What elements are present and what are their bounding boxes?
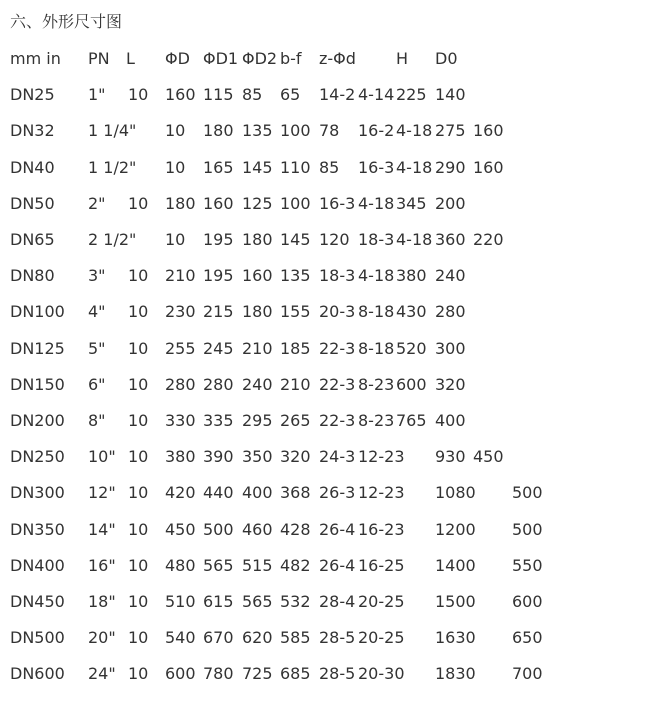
table-cell: 145 (280, 230, 311, 249)
table-cell: 1 1/2" (88, 157, 137, 177)
table-cell: 10 (128, 592, 149, 611)
table-cell: 450 (473, 447, 504, 467)
table-row (10, 373, 650, 397)
table-cell: 350 (242, 447, 273, 467)
table-cell: DN350 (10, 519, 65, 539)
table-cell: 335 (203, 411, 234, 430)
table-cell: 8-23 (358, 374, 395, 394)
table-cell: 1500 (435, 592, 476, 611)
table-cell: 100 (280, 121, 311, 141)
table-cell: 600 (165, 664, 196, 684)
table-cell: 550 (512, 555, 543, 575)
table-cell: 26-3 (319, 483, 356, 503)
table-cell: 180 (242, 230, 273, 249)
table-cell: D0 (435, 49, 458, 68)
table-row (10, 119, 650, 143)
table-cell: 140 (435, 85, 466, 105)
table-cell: 520 (396, 338, 427, 358)
table-cell: 585 (280, 628, 311, 648)
table-cell: 565 (242, 592, 273, 611)
table-cell: 380 (165, 447, 196, 467)
table-row (10, 156, 650, 180)
section-heading: 六、外形尺寸图 (10, 12, 123, 31)
table-cell: 3" (88, 266, 106, 286)
table-cell: 10 (128, 628, 149, 648)
table-cell: 780 (203, 664, 234, 684)
table-cell: 240 (242, 374, 273, 394)
table-cell: 210 (242, 338, 273, 358)
table-cell: 180 (203, 121, 234, 141)
table-row (10, 445, 650, 469)
table-cell: DN300 (10, 483, 65, 503)
table-cell: 4" (88, 302, 106, 322)
table-cell: 700 (512, 664, 543, 684)
table-cell: 532 (280, 592, 311, 611)
table-cell: 10 (128, 411, 149, 430)
table-cell: 8-23 (358, 411, 395, 430)
table-cell: mm in (10, 49, 61, 68)
table-cell: 10 (128, 85, 149, 105)
table-cell: 275 (435, 121, 466, 141)
table-cell: 160 (473, 121, 504, 141)
table-cell: 28-5 (319, 628, 356, 648)
table-cell: 26-4 (319, 519, 356, 539)
table-cell: 500 (512, 519, 543, 539)
table-cell: 265 (280, 411, 311, 430)
table-cell: 240 (435, 266, 466, 286)
table-cell: 10 (128, 519, 149, 539)
table-cell: 320 (280, 447, 311, 467)
table-cell: 210 (280, 374, 311, 394)
table-cell: 16" (88, 555, 116, 575)
table-cell: 420 (165, 483, 196, 503)
table-cell: 280 (435, 302, 466, 322)
table-cell: L (126, 49, 135, 68)
table-cell: 160 (165, 85, 196, 105)
table-row (10, 409, 650, 433)
table-cell: DN40 (10, 157, 55, 177)
table-cell: 24" (88, 664, 116, 684)
table-cell: 482 (280, 555, 311, 575)
table-cell: 165 (203, 157, 234, 177)
table-cell: 295 (242, 411, 273, 430)
table-cell: DN150 (10, 374, 65, 394)
table-cell: 18-3 (319, 266, 356, 286)
table-cell: 160 (203, 193, 234, 213)
table-cell: DN250 (10, 447, 65, 467)
table-cell: 1 1/4" (88, 121, 137, 141)
dimension-table (10, 0, 650, 701)
table-cell: 10 (165, 121, 186, 141)
table-cell: 255 (165, 338, 196, 358)
table-cell: 10 (128, 483, 149, 503)
table-cell: 14" (88, 519, 116, 539)
table-cell: 280 (165, 374, 196, 394)
table-cell: 360 (435, 230, 466, 249)
table-cell: 20-30 (358, 664, 405, 684)
table-cell: 1830 (435, 664, 476, 684)
table-cell: 10 (128, 447, 149, 467)
table-cell: 565 (203, 555, 234, 575)
table-cell: PN (88, 49, 110, 68)
table-cell: 280 (203, 374, 234, 394)
table-cell: 115 (203, 85, 234, 105)
table-cell: 180 (165, 193, 196, 213)
table-cell: 135 (242, 121, 273, 141)
table-row (10, 228, 650, 252)
table-cell: 330 (165, 411, 196, 430)
table-cell: 8-18 (358, 302, 395, 322)
table-cell: 440 (203, 483, 234, 503)
table-cell: 10 (128, 555, 149, 575)
table-cell: 1080 (435, 483, 476, 503)
table-cell: 78 (319, 121, 340, 141)
table-cell: 12-23 (358, 483, 405, 503)
table-row (10, 518, 650, 542)
table-cell: 65 (280, 85, 301, 105)
table-cell: 28-5 (319, 664, 356, 684)
table-cell: 510 (165, 592, 196, 611)
table-row (10, 481, 650, 505)
table-cell: 245 (203, 338, 234, 358)
table-cell: 400 (435, 411, 466, 430)
table-cell: DN450 (10, 592, 65, 611)
table-cell: 4-18 (396, 157, 433, 177)
table-cell: 16-2 (358, 121, 395, 141)
table-cell: ΦD (165, 49, 190, 68)
table-cell: DN600 (10, 664, 65, 684)
table-cell: 160 (242, 266, 273, 286)
table-cell: 390 (203, 447, 234, 467)
table-cell: DN125 (10, 338, 65, 358)
table-cell: b-f (280, 49, 302, 68)
table-cell: 160 (473, 157, 504, 177)
table-row (10, 662, 650, 686)
table-cell: 85 (319, 157, 340, 177)
table-cell: 195 (203, 230, 234, 249)
table-cell: 930 (435, 447, 466, 467)
table-cell: 180 (242, 302, 273, 322)
table-cell: 135 (280, 266, 311, 286)
table-header-row (10, 47, 650, 71)
table-cell: DN32 (10, 121, 55, 141)
table-cell: 24-3 (319, 447, 356, 467)
table-cell: 400 (242, 483, 273, 503)
table-row (10, 83, 650, 107)
table-cell: 460 (242, 519, 273, 539)
table-cell: 12-23 (358, 447, 405, 467)
table-cell: 10 (128, 302, 149, 322)
table-cell: 16-3 (358, 157, 395, 177)
table-cell: 1630 (435, 628, 476, 648)
table-cell: 16-3 (319, 193, 356, 213)
table-row (10, 264, 650, 288)
table-cell: 685 (280, 664, 311, 684)
table-cell: 220 (473, 230, 504, 249)
table-cell: 600 (396, 374, 427, 394)
table-cell: 480 (165, 555, 196, 575)
table-cell: 125 (242, 193, 273, 213)
table-cell: 320 (435, 374, 466, 394)
table-cell: 10 (128, 664, 149, 684)
table-cell: 4-18 (396, 230, 433, 249)
table-cell: 4-18 (396, 121, 433, 141)
table-cell: 430 (396, 302, 427, 322)
table-cell: ΦD2 (242, 49, 278, 68)
table-cell: 380 (396, 266, 427, 286)
table-cell: 10 (128, 374, 149, 394)
table-cell: 10 (128, 338, 149, 358)
table-cell: 215 (203, 302, 234, 322)
table-cell: 2" (88, 193, 106, 213)
table-cell: 4-18 (358, 266, 395, 286)
table-cell: 22-3 (319, 338, 356, 358)
table-cell: 8-18 (358, 338, 395, 358)
table-cell: 26-4 (319, 555, 356, 575)
table-cell: 540 (165, 628, 196, 648)
table-cell: 368 (280, 483, 311, 503)
table-cell: 620 (242, 628, 273, 648)
table-cell: 28-4 (319, 592, 356, 611)
table-cell: 22-3 (319, 411, 356, 430)
table-cell: 1200 (435, 519, 476, 539)
table-cell: 16-23 (358, 519, 405, 539)
table-row (10, 590, 650, 614)
table-cell: 20-25 (358, 592, 405, 611)
table-cell: 85 (242, 85, 263, 105)
table-cell: 110 (280, 157, 311, 177)
table-row (10, 192, 650, 216)
table-cell: 100 (280, 193, 311, 213)
table-cell: 120 (319, 230, 350, 249)
table-cell: 6" (88, 374, 106, 394)
table-cell: 765 (396, 411, 427, 430)
table-cell: 155 (280, 302, 311, 322)
table-cell: DN25 (10, 85, 55, 105)
table-cell: DN100 (10, 302, 65, 322)
table-cell: 670 (203, 628, 234, 648)
table-cell: 615 (203, 592, 234, 611)
table-cell: 515 (242, 555, 273, 575)
table-cell: 145 (242, 157, 273, 177)
table-cell: DN65 (10, 230, 55, 249)
table-cell: 10 (128, 193, 149, 213)
table-cell: 725 (242, 664, 273, 684)
table-cell: 5" (88, 338, 106, 358)
table-cell: 225 (396, 85, 427, 105)
table-cell: DN50 (10, 193, 55, 213)
table-cell: 290 (435, 157, 466, 177)
table-cell: 14-2 (319, 85, 356, 105)
table-cell: 185 (280, 338, 311, 358)
table-cell: 428 (280, 519, 311, 539)
table-cell: 20" (88, 628, 116, 648)
table-cell: DN500 (10, 628, 65, 648)
table-cell: 12" (88, 483, 116, 503)
table-cell: 1400 (435, 555, 476, 575)
table-cell: 22-3 (319, 374, 356, 394)
table-cell: 200 (435, 193, 466, 213)
table-cell: 18-3 (358, 230, 395, 249)
table-cell: 345 (396, 193, 427, 213)
table-cell: 230 (165, 302, 196, 322)
table-cell: DN200 (10, 411, 65, 430)
table-cell: 195 (203, 266, 234, 286)
table-cell: 10" (88, 447, 116, 467)
table-cell: z-Φd (319, 49, 356, 68)
table-cell: 500 (203, 519, 234, 539)
table-cell: 1" (88, 85, 106, 105)
table-row (10, 626, 650, 650)
table-cell: 600 (512, 592, 543, 611)
table-cell: 8" (88, 411, 106, 430)
table-cell: 10 (165, 157, 186, 177)
table-cell: 10 (128, 266, 149, 286)
table-cell: 210 (165, 266, 196, 286)
table-cell: 16-25 (358, 555, 405, 575)
table-row (10, 554, 650, 578)
table-cell: 450 (165, 519, 196, 539)
table-cell: 300 (435, 338, 466, 358)
table-cell: 18" (88, 592, 116, 611)
table-cell: 10 (165, 230, 186, 249)
table-cell: DN400 (10, 555, 65, 575)
table-cell: 4-18 (358, 193, 395, 213)
table-row (10, 300, 650, 324)
table-cell: DN80 (10, 266, 55, 286)
table-cell: 2 1/2" (88, 230, 137, 249)
table-cell: 20-3 (319, 302, 356, 322)
table-cell: ΦD1 (203, 49, 239, 68)
table-cell: H (396, 49, 409, 68)
table-cell: 4-14 (358, 85, 395, 105)
table-cell: 500 (512, 483, 543, 503)
table-row (10, 337, 650, 361)
table-cell: 20-25 (358, 628, 405, 648)
table-cell: 650 (512, 628, 543, 648)
